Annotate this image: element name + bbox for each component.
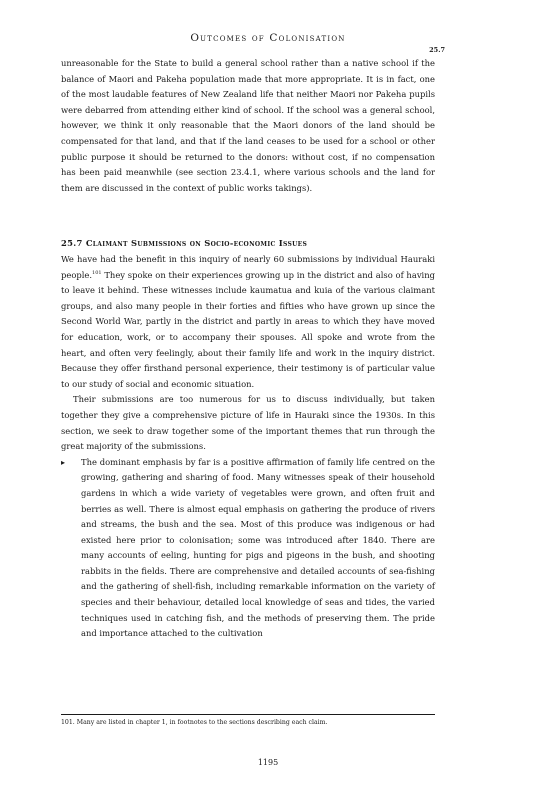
continuation-text: unreasonable for the State to build a general school rather than a native school if the balance of Maori and Pakeha population made that more appropriate. It is in fact, one of the most laudable features of New Zealand life that neither Maori nor Pakeha pupils were debarred from attending either kind of school. If the school was a general school, however, we think it only reasonable that the Maori donors of the land should be compensated for that land, and that if the land ceases to be used for a school or other public purpose it should be returned to the donors: without cost, if no compensation has been paid meanwhile (see section 23.4.1, where various schools and the land for them are discussed in the context of public works takings). [61,58,435,193]
paragraph-1 [61,252,435,392]
main-text [61,252,435,642]
footnote-reference[interactable]: 101 [92,269,102,276]
footnote: 101. Many are listed in chapter 1, in footnotes to the sections describing each claim. [61,719,328,726]
bullet-item [61,455,435,642]
bullet-text: The dominant emphasis by far is a positive affirmation of family life centred on the growing, gathering and sharing of food. Many witnesses speak of their household gardens in which a wide variety of vegetables were grown, and often fruit and berries as well. There is almost equal emphasis on gathering the produce of rivers and streams, the bush and the sea. Most of this produce was indigenous or had existed here prior to colonisation; some was introduced after 1840. There are many accounts of eeling, hunting for pigs and pigeons in the bush, and shooting rabbits in the fields. There are comprehensive and detailed accounts of sea-fishing and the gathering of shell-fish, including remarkable information on the variety of species and their behaviour, detailed local knowledge of seas and tides, the varied techniques used in catching fish, and the methods of preserving them. The pride and importance attached to the cultivation [81,456,435,639]
section-number: 25.7 [429,46,445,54]
continuation-paragraph [61,56,435,196]
page-number: 1195 [257,758,279,767]
footnote-divider [61,714,435,715]
running-head: Outcomes of Colonisation [190,32,346,44]
paragraph-1-text: We have had the benefit in this inquiry of nearly 60 submissions by individual Hauraki people. [61,254,435,280]
bullet-arrow-icon: ▸ [61,457,66,467]
paragraph-1-text-cont: They spoke on their experiences growing up in the district and also of having to leave it behind. These witnesses include kaumatua and kuia of the various claimant groups, and also many people in their forties and fifties who have grown up since the Second World War, partly in the district and partly in areas to which they have moved for education, work, or to accompany their spouses. All spoke and wrote from the heart, and often very feelingly, about their family life and work in the inquiry district. Because they offer firsthand personal experience, their testimony is of particular value to our study of social and economic situation. [61,269,435,389]
paragraph-2: Their submissions are too numerous for us to discuss individually, but taken together they give a comprehensive picture of life in Hauraki since the 1930s. In this section, we seek to draw together some of the important themes that run through the great majority of the submissions. [61,394,435,452]
section-heading: 25.7 Claimant Submissions on Socio-economic Issues [61,238,308,248]
